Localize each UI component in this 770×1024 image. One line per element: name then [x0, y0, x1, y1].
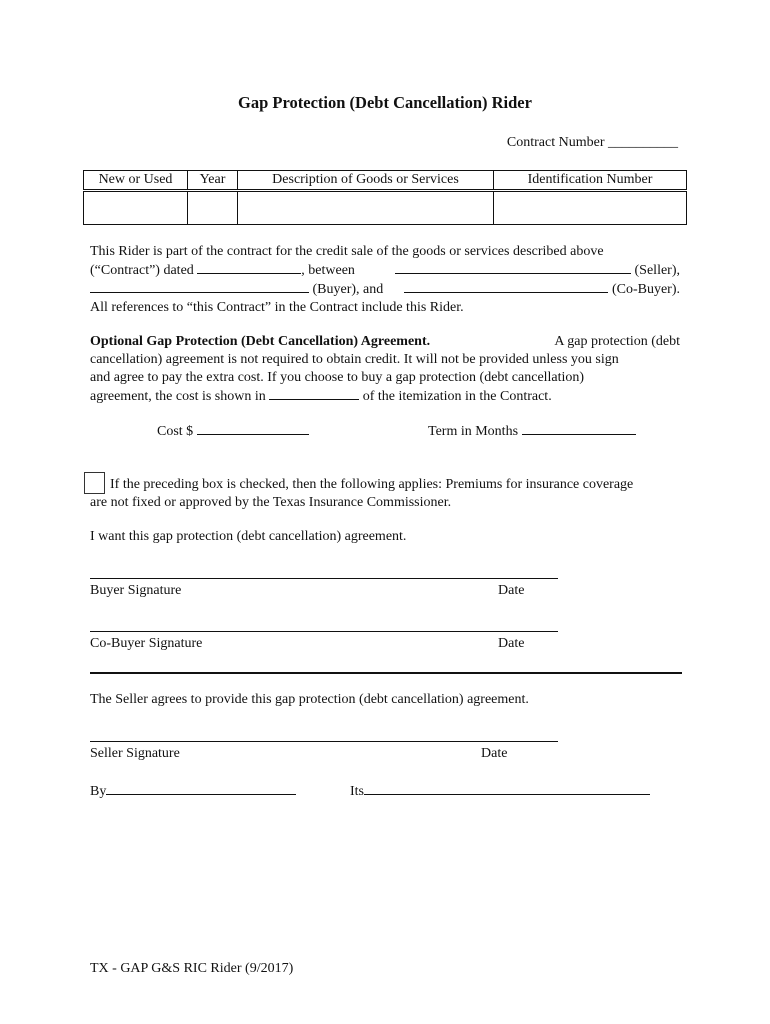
form-footer: TX - GAP G&S RIC Rider (9/2017) [90, 961, 294, 976]
column-header-identification-number: Identification Number [494, 171, 687, 191]
rider-line-4: All references to “this Contract” in the Contract include this Rider. [90, 300, 464, 315]
term-field: Term in Months [428, 422, 636, 440]
co-buyer-signature-line[interactable] [90, 631, 558, 632]
co-buyer-name-blank[interactable] [404, 280, 608, 293]
goods-table [83, 170, 687, 225]
year-cell[interactable] [188, 191, 238, 225]
description-cell[interactable] [238, 191, 494, 225]
checkbox-text-line-2: are not fixed or approved by the Texas Insurance Commissioner. [90, 495, 452, 510]
buyer-name-blank[interactable] [90, 280, 309, 293]
optional-line-3: and agree to pay the extra cost. If you choose to buy a gap protection (debt cancellation) [90, 370, 585, 385]
term-blank[interactable] [522, 422, 636, 435]
seller-signature-label: Seller Signature [90, 746, 180, 761]
optional-line-4: agreement, the cost is shown in of the itemization in the Contract. [90, 389, 552, 404]
buyer-signature-line[interactable] [90, 578, 558, 579]
buyer-date-label: Date [498, 583, 525, 598]
optional-line-1: Optional Gap Protection (Debt Cancellation) Agreement. A gap protection (debt [90, 334, 680, 349]
page-title: Gap Protection (Debt Cancellation) Rider [238, 93, 532, 112]
column-header-description: Description of Goods or Services [238, 171, 494, 191]
contract-number-field[interactable]: Contract Number __________ [506, 135, 678, 150]
rider-paragraph [90, 243, 680, 317]
optional-agreement-heading: Optional Gap Protection (Debt Cancellation) Agreement. [90, 334, 431, 349]
its-blank[interactable] [364, 782, 650, 795]
buyer-signature-label: Buyer Signature [90, 583, 182, 598]
checkbox-text [90, 476, 680, 512]
optional-line-2: cancellation) agreement is not required to obtain credit. It will not be provided unless you sign [90, 352, 619, 367]
itemization-blank[interactable] [269, 387, 359, 400]
co-buyer-signature-label: Co-Buyer Signature [90, 636, 203, 651]
by-field: By [90, 782, 296, 800]
cost-blank[interactable] [197, 422, 309, 435]
want-agreement-text: I want this gap protection (debt cancellation) agreement. [90, 529, 407, 544]
optional-agreement-paragraph [90, 333, 680, 406]
checkbox-text-line-1: If the preceding box is checked, then the following applies: Premiums for insurance coverage [110, 477, 634, 492]
rider-line-3: (Buyer), and (Co-Buyer). [90, 280, 680, 299]
new-or-used-cell[interactable] [84, 191, 188, 225]
rider-line-1: This Rider is part of the contract for the credit sale of the goods or services described above [90, 244, 604, 259]
rider-line-2: (“Contract”) dated , between (Seller), [90, 263, 680, 278]
contract-date-blank[interactable] [197, 261, 301, 274]
table-row [84, 191, 687, 225]
seller-agrees-text: The Seller agrees to provide this gap protection (debt cancellation) agreement. [90, 692, 529, 707]
table-header-row [84, 171, 687, 191]
seller-date-label: Date [481, 746, 508, 761]
column-header-year: Year [188, 171, 238, 191]
section-divider [90, 672, 682, 674]
its-field: Its [350, 782, 650, 800]
seller-name-blank[interactable] [395, 261, 631, 274]
cost-field: Cost $ [157, 422, 309, 440]
seller-signature-line[interactable] [90, 741, 558, 742]
by-blank[interactable] [106, 782, 296, 795]
identification-number-cell[interactable] [494, 191, 687, 225]
co-buyer-date-label: Date [498, 636, 525, 651]
column-header-new-or-used: New or Used [84, 171, 188, 191]
